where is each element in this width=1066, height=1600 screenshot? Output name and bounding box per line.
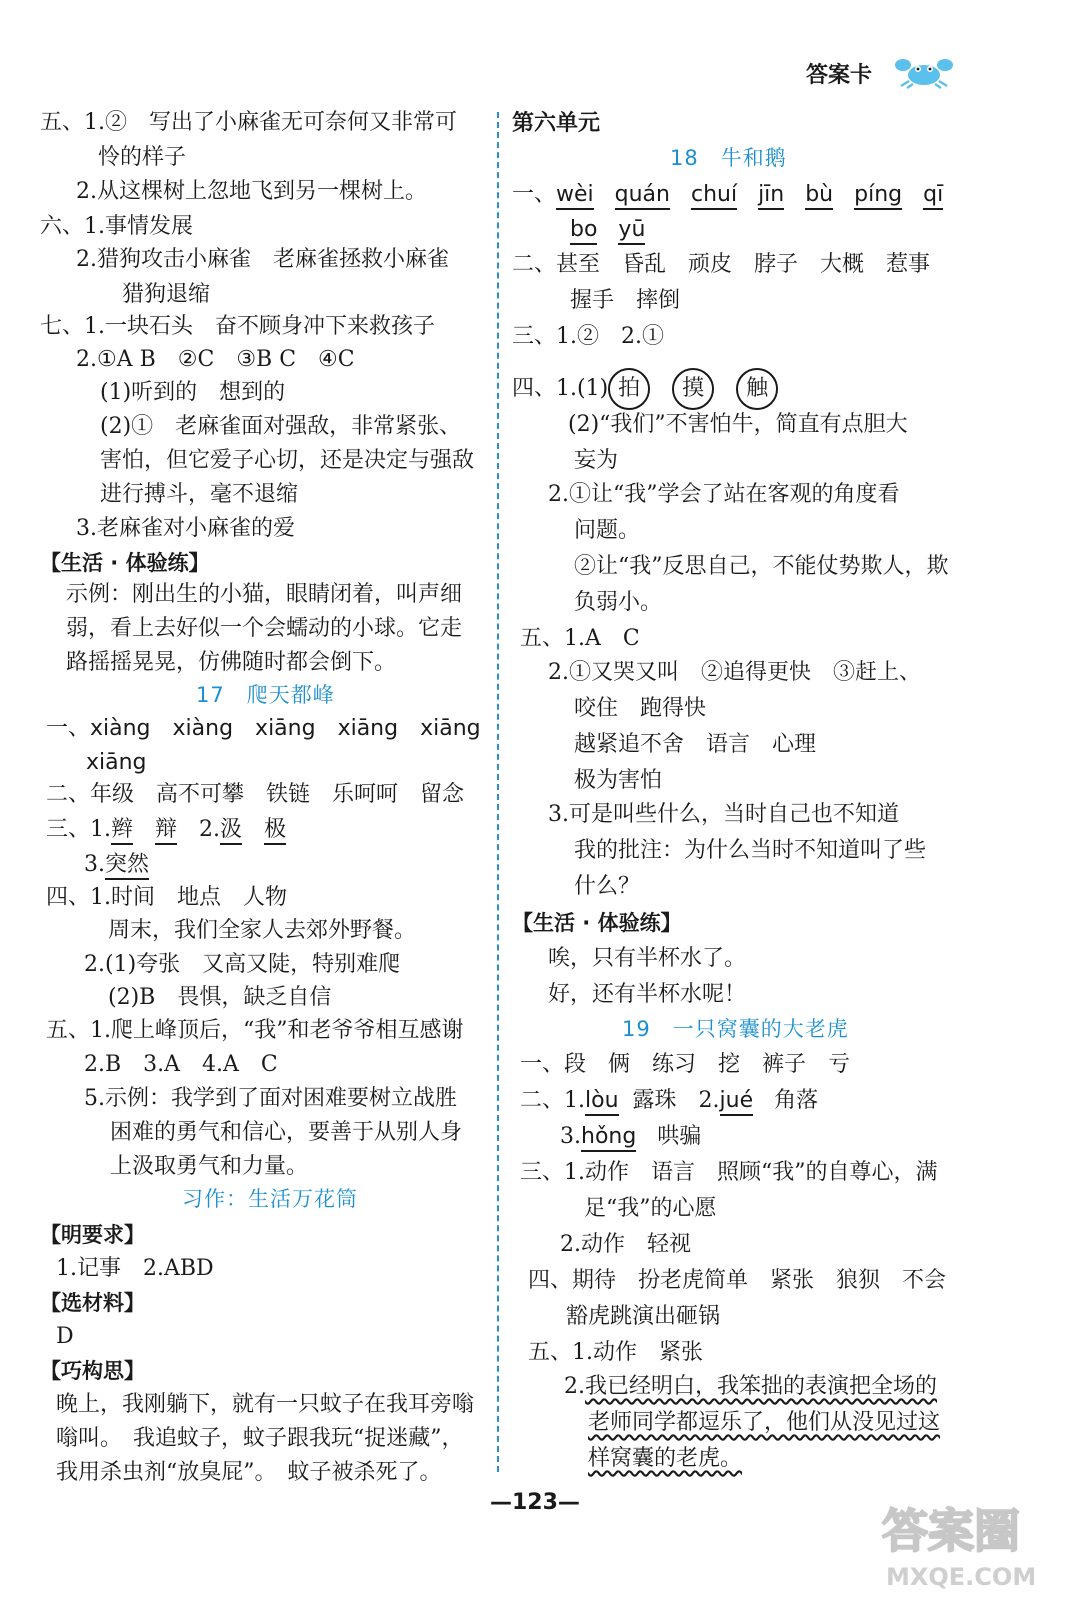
underlined-answer: 辩 [155, 817, 177, 845]
answer-line: D [56, 1324, 74, 1349]
underlined-answer: 突然 [105, 852, 149, 880]
pinyin-answer: yū [618, 217, 645, 245]
pinyin-answer: hǒng [581, 1124, 636, 1152]
circled-character: 触 [736, 368, 778, 410]
pinyin-answer: wèi [556, 182, 594, 210]
lesson-title: 18 牛和鹅 [670, 146, 787, 170]
answer-line: ②让“我”反思自己，不能仗势欺人，欺 [574, 554, 949, 579]
answer-line: 六、1.事情发展 [40, 214, 193, 239]
section-heading: 【明要求】 [40, 1223, 145, 1247]
answer-line: 2.动作 轻视 [560, 1232, 691, 1257]
pinyin-line: 一、xiàng xiàng xiāng xiāng xiāng [46, 716, 481, 741]
answer-line: 猎狗退缩 [122, 282, 211, 307]
answer-line: (1)听到的 想到的 [100, 380, 286, 405]
pinyin-answer: chuí [691, 182, 737, 210]
answer-line [588, 1444, 742, 1474]
answer-prefix: 2. [177, 817, 221, 842]
pinyin-line: xiāng [86, 750, 147, 775]
answer-line: 咬住 跑得快 [574, 696, 707, 721]
watermark-logo [880, 1495, 1050, 1595]
pinyin-answer: jīn [758, 182, 784, 210]
answer-line: 2.B 3.A 4.A C [84, 1052, 278, 1077]
pinyin-answer: jué [720, 1088, 754, 1116]
answer-line: 七、1.一块石头 奋不顾身冲下来救孩子 [40, 314, 435, 339]
answer-line: 五、1.爬上峰顶后，“我”和老爷爷相互感谢 [46, 1018, 464, 1043]
answer-line: 五、1.A C [520, 626, 640, 651]
underlined-answer: 极 [264, 817, 286, 845]
column-divider [497, 112, 499, 1472]
pinyin-answer: qī [923, 182, 943, 210]
answer-line: 五、1.② 写出了小麻雀无可奈何又非常可 [40, 110, 457, 135]
answer-line: 进行搏斗，毫不退缩 [100, 482, 299, 507]
answer-line: 二、年级 高不可攀 铁链 乐呵呵 留念 [46, 782, 465, 807]
underlined-answer: 辫 [111, 817, 133, 845]
pinyin-line [512, 180, 943, 210]
answer-line: 三、1.动作 语言 照顾“我”的自尊心，满 [520, 1160, 938, 1185]
answer-line: 3.老麻雀对小麻雀的爱 [76, 516, 295, 541]
answer-line [46, 815, 286, 845]
answer-prefix: 2. [564, 1374, 585, 1399]
answer-line [560, 1122, 701, 1152]
answer-line: 极为害怕 [574, 768, 663, 793]
answer-line: 五、1.动作 紧张 [528, 1340, 703, 1365]
answer-line: 害怕，但它爱子心切，还是决定与强敌 [100, 448, 475, 473]
answer-line [512, 368, 800, 410]
answer-line: (2)① 老麻雀面对强敌，非常紧张、 [100, 414, 462, 439]
pinyin-answer: lòu [585, 1088, 619, 1116]
answer-line: 2.猎狗攻击小麻雀 老麻雀拯救小麻雀 [76, 247, 449, 272]
answer-line: (2)B 畏惧，缺乏自信 [108, 985, 332, 1010]
answer-prefix: 二、1. [520, 1088, 585, 1113]
watermark-text: MXQE.COM [886, 1563, 1037, 1591]
answer-line: 好，还有半杯水呢！ [548, 982, 747, 1007]
answer-line: 握手 摔倒 [570, 288, 681, 313]
answer-line: 示例：刚出生的小猫，眼睛闭着，叫声细 [66, 582, 463, 607]
circled-character: 拍 [608, 368, 650, 410]
answer-line: 2.从这棵树上忽地飞到另一棵树上。 [76, 179, 427, 204]
lesson-title: 19 一只窝囊的大老虎 [622, 1017, 849, 1041]
pinyin-line [570, 215, 645, 245]
answer-line: 一、段 俩 练习 挖 裤子 亏 [520, 1052, 851, 1077]
section-heading: 【选材料】 [40, 1291, 145, 1315]
answer-line: 弱，看上去好似一个会蠕动的小球。它走 [66, 616, 463, 641]
answer-text: 露珠 2. [632, 1088, 720, 1113]
watermark-text: 答案圈 [882, 1504, 1020, 1558]
answer-line: 2.①又哭又叫 ②追得更快 ③赶上、 [548, 660, 921, 685]
answer-prefix: 3. [84, 852, 105, 877]
wavy-underlined-answer: 老师同学都逗乐了，他们从没见过这 [588, 1410, 941, 1435]
answer-line [520, 1086, 818, 1116]
pinyin-answer: píng [854, 182, 902, 210]
answer-line: 我的批注：为什么当时不知道叫了些 [574, 838, 927, 863]
answer-line: 四、1.时间 地点 人物 [46, 885, 287, 910]
answer-line: 二、甚至 昏乱 顽皮 脖子 大概 惹事 [512, 252, 931, 277]
answer-line: 周末，我们全家人去郊外野餐。 [108, 918, 417, 943]
pinyin-answer: quán [615, 182, 670, 210]
answer-text: 角落 [774, 1088, 819, 1113]
answer-prefix: 四、1.(1) [512, 376, 609, 401]
crab-icon [893, 55, 955, 89]
pinyin-answer: bù [805, 182, 833, 210]
answer-line: 三、1.② 2.① [512, 324, 664, 349]
answer-line: 2.①A B ②C ③B C ④C [76, 347, 355, 372]
section-heading: 【巧构思】 [40, 1359, 145, 1383]
answer-line: 我用杀虫剂“放臭屁”。 蚊子被杀死了。 [56, 1460, 442, 1485]
answer-line: 妄为 [574, 448, 619, 473]
wavy-underlined-answer: 样窝囊的老虎。 [588, 1446, 743, 1471]
answer-line: 什么？ [574, 874, 641, 899]
answer-line: 唉，只有半杯水了。 [548, 946, 747, 971]
answer-line: 豁虎跳演出砸锅 [566, 1304, 721, 1329]
answer-line: 负弱小。 [574, 590, 663, 615]
answer-line: 困难的勇气和信心，要善于从别人身 [110, 1120, 463, 1145]
wavy-underlined-answer: 我已经明白，我笨拙的表演把全场的 [585, 1374, 938, 1399]
page-number: —123— [490, 1490, 580, 1515]
answer-line [84, 850, 149, 880]
underlined-answer: 汲 [220, 817, 242, 845]
answer-line: 路摇摇晃晃，仿佛随时都会倒下。 [66, 650, 397, 675]
answer-prefix: 3. [560, 1124, 581, 1149]
answer-prefix: 一、 [512, 182, 557, 207]
section-heading: 【生活 · 体验练】 [40, 551, 210, 575]
answer-line: (2)“我们”不害怕牛，简直有点胆大 [568, 412, 908, 437]
answer-line: 2.①让“我”学会了站在客观的角度看 [548, 482, 900, 507]
answer-line: 越紧追不舍 语言 心理 [574, 732, 817, 757]
answer-prefix: 三、1. [46, 817, 111, 842]
answer-line: 上汲取勇气和力量。 [110, 1154, 309, 1179]
unit-heading: 第六单元 [512, 111, 601, 136]
lesson-title: 习作：生活万花筒 [182, 1187, 358, 1211]
answer-line: 2.(1)夸张 又高又陡，特别难爬 [84, 952, 401, 977]
answer-line: 3.可是叫些什么，当时自己也不知道 [548, 802, 899, 827]
answer-line [564, 1372, 937, 1402]
answer-line: 嗡叫。 我追蚊子，蚊子跟我玩“捉迷藏”， [56, 1426, 464, 1451]
answer-line [588, 1408, 940, 1438]
lesson-title: 17 爬天都峰 [196, 683, 335, 707]
answer-line: 晚上，我刚躺下，就有一只蚊子在我耳旁嗡 [56, 1392, 475, 1417]
answer-line: 四、期待 扮老虎简单 紧张 狼狈 不会 [528, 1268, 947, 1293]
circled-character: 摸 [672, 368, 714, 410]
answer-line: 问题。 [574, 518, 641, 543]
answer-line: 5.示例：我学到了面对困难要树立战胜 [84, 1086, 457, 1111]
pinyin-answer: bo [570, 217, 597, 245]
answer-line: 1.记事 2.ABD [56, 1256, 214, 1281]
answer-text: 哄骗 [657, 1124, 702, 1149]
header-title: 答案卡 [806, 63, 873, 88]
answer-line: 怜的样子 [98, 145, 187, 170]
answer-line: 足“我”的心愿 [584, 1196, 717, 1221]
section-heading: 【生活 · 体验练】 [512, 911, 682, 935]
